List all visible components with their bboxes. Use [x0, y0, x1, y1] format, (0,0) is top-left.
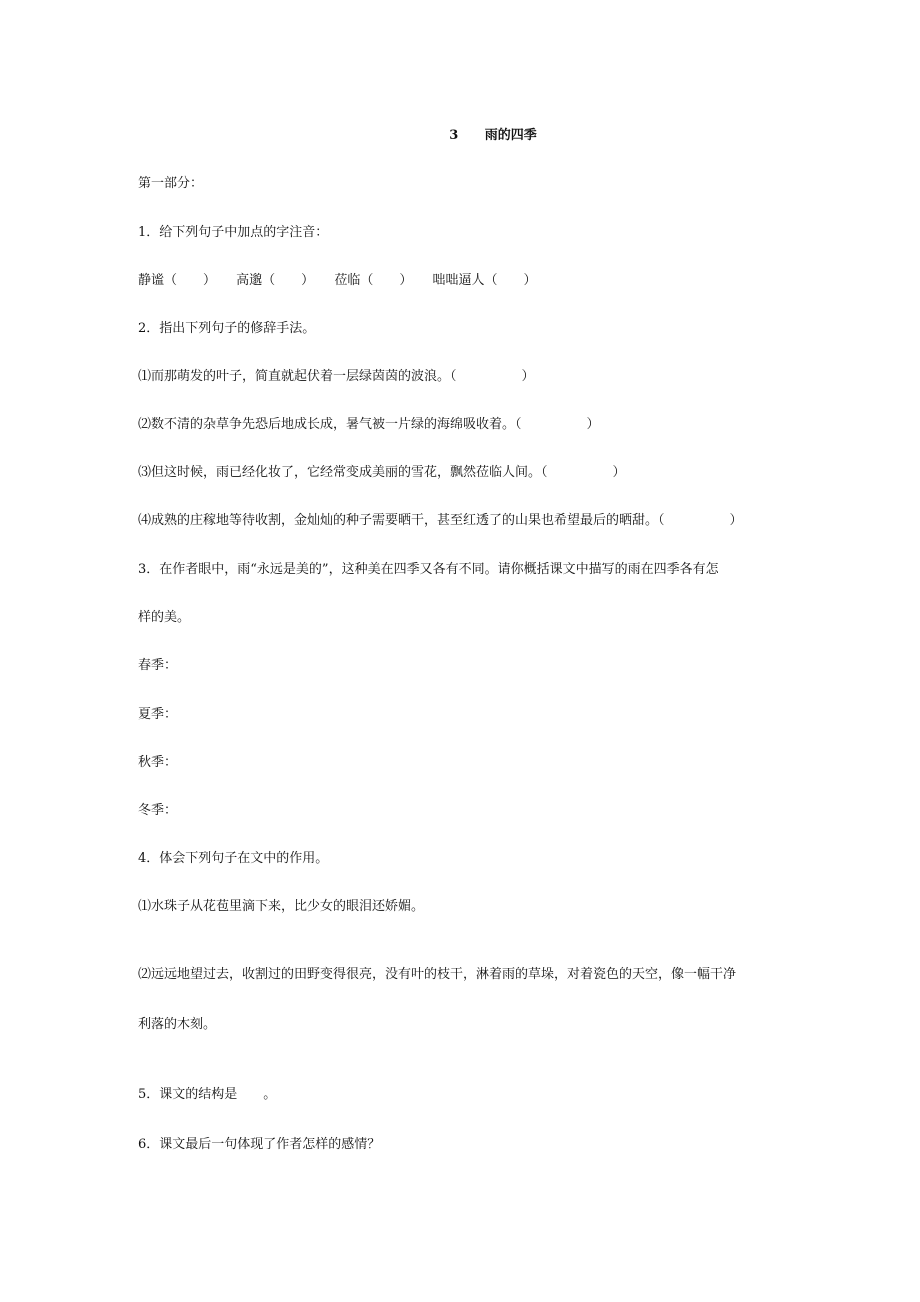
question-3-prompt: 3．在作者眼中，雨“永远是美的”，这种美在四季又各有不同。请你概括课文中描写的雨在四季各有怎 [138, 562, 719, 577]
season-winter-label: 冬季： [138, 803, 178, 818]
lesson-title: 雨的四季 [484, 128, 537, 143]
q2-item: ⑵数不清的杂草争先恐后地成长成，暑气被一片绿的海绵吸收着。（ ） [138, 417, 600, 432]
q1-item: 高邈（ ） [236, 273, 315, 288]
q4-item: ⑵远远地望过去，收割过的田野变得很亮，没有叶的枝干，淋着雨的草垛，对着瓷色的天空，像一幅干净 [138, 967, 737, 982]
season-spring-label: 春季： [138, 658, 178, 673]
question-4-prompt: 4．体会下列句子在文中的作用。 [138, 851, 329, 866]
season-autumn-label: 秋季： [138, 755, 178, 770]
page-title [0, 127, 920, 145]
question-1-items [138, 272, 536, 290]
season-summer-label: 夏季： [138, 707, 178, 722]
question-1-prompt: 1．给下列句子中加点的字注音： [138, 225, 329, 240]
lesson-number: 3 [449, 128, 459, 143]
q1-item: 咄咄逼人（ ） [432, 273, 537, 288]
question-3-prompt-cont: 样的美。 [138, 610, 191, 625]
question-6-prompt: 6．课文最后一句体现了作者怎样的感情？ [138, 1137, 381, 1152]
q1-item: 静谧（ ） [138, 273, 217, 288]
q2-item: ⑷成熟的庄稼地等待收割，金灿灿的种子需要晒干，甚至红透了的山果也希望最后的晒甜。（ ） [138, 513, 743, 528]
q4-item: ⑴水珠子从花苞里滴下来，比少女的眼泪还娇媚。 [138, 899, 425, 914]
question-5-prompt: 5．课文的结构是 。 [138, 1087, 277, 1102]
q4-item-cont: 利落的木刻。 [138, 1017, 217, 1032]
part-label: 第一部分： [138, 176, 204, 191]
q1-item: 莅临（ ） [334, 273, 413, 288]
q2-item: ⑴而那萌发的叶子，简直就起伏着一层绿茵茵的波浪。（ ） [138, 369, 535, 384]
question-2-prompt: 2．指出下列句子的修辞手法。 [138, 321, 316, 336]
q2-item: ⑶但这时候，雨已经化妆了，它经常变成美丽的雪花，飘然莅临人间。（ ） [138, 465, 626, 480]
